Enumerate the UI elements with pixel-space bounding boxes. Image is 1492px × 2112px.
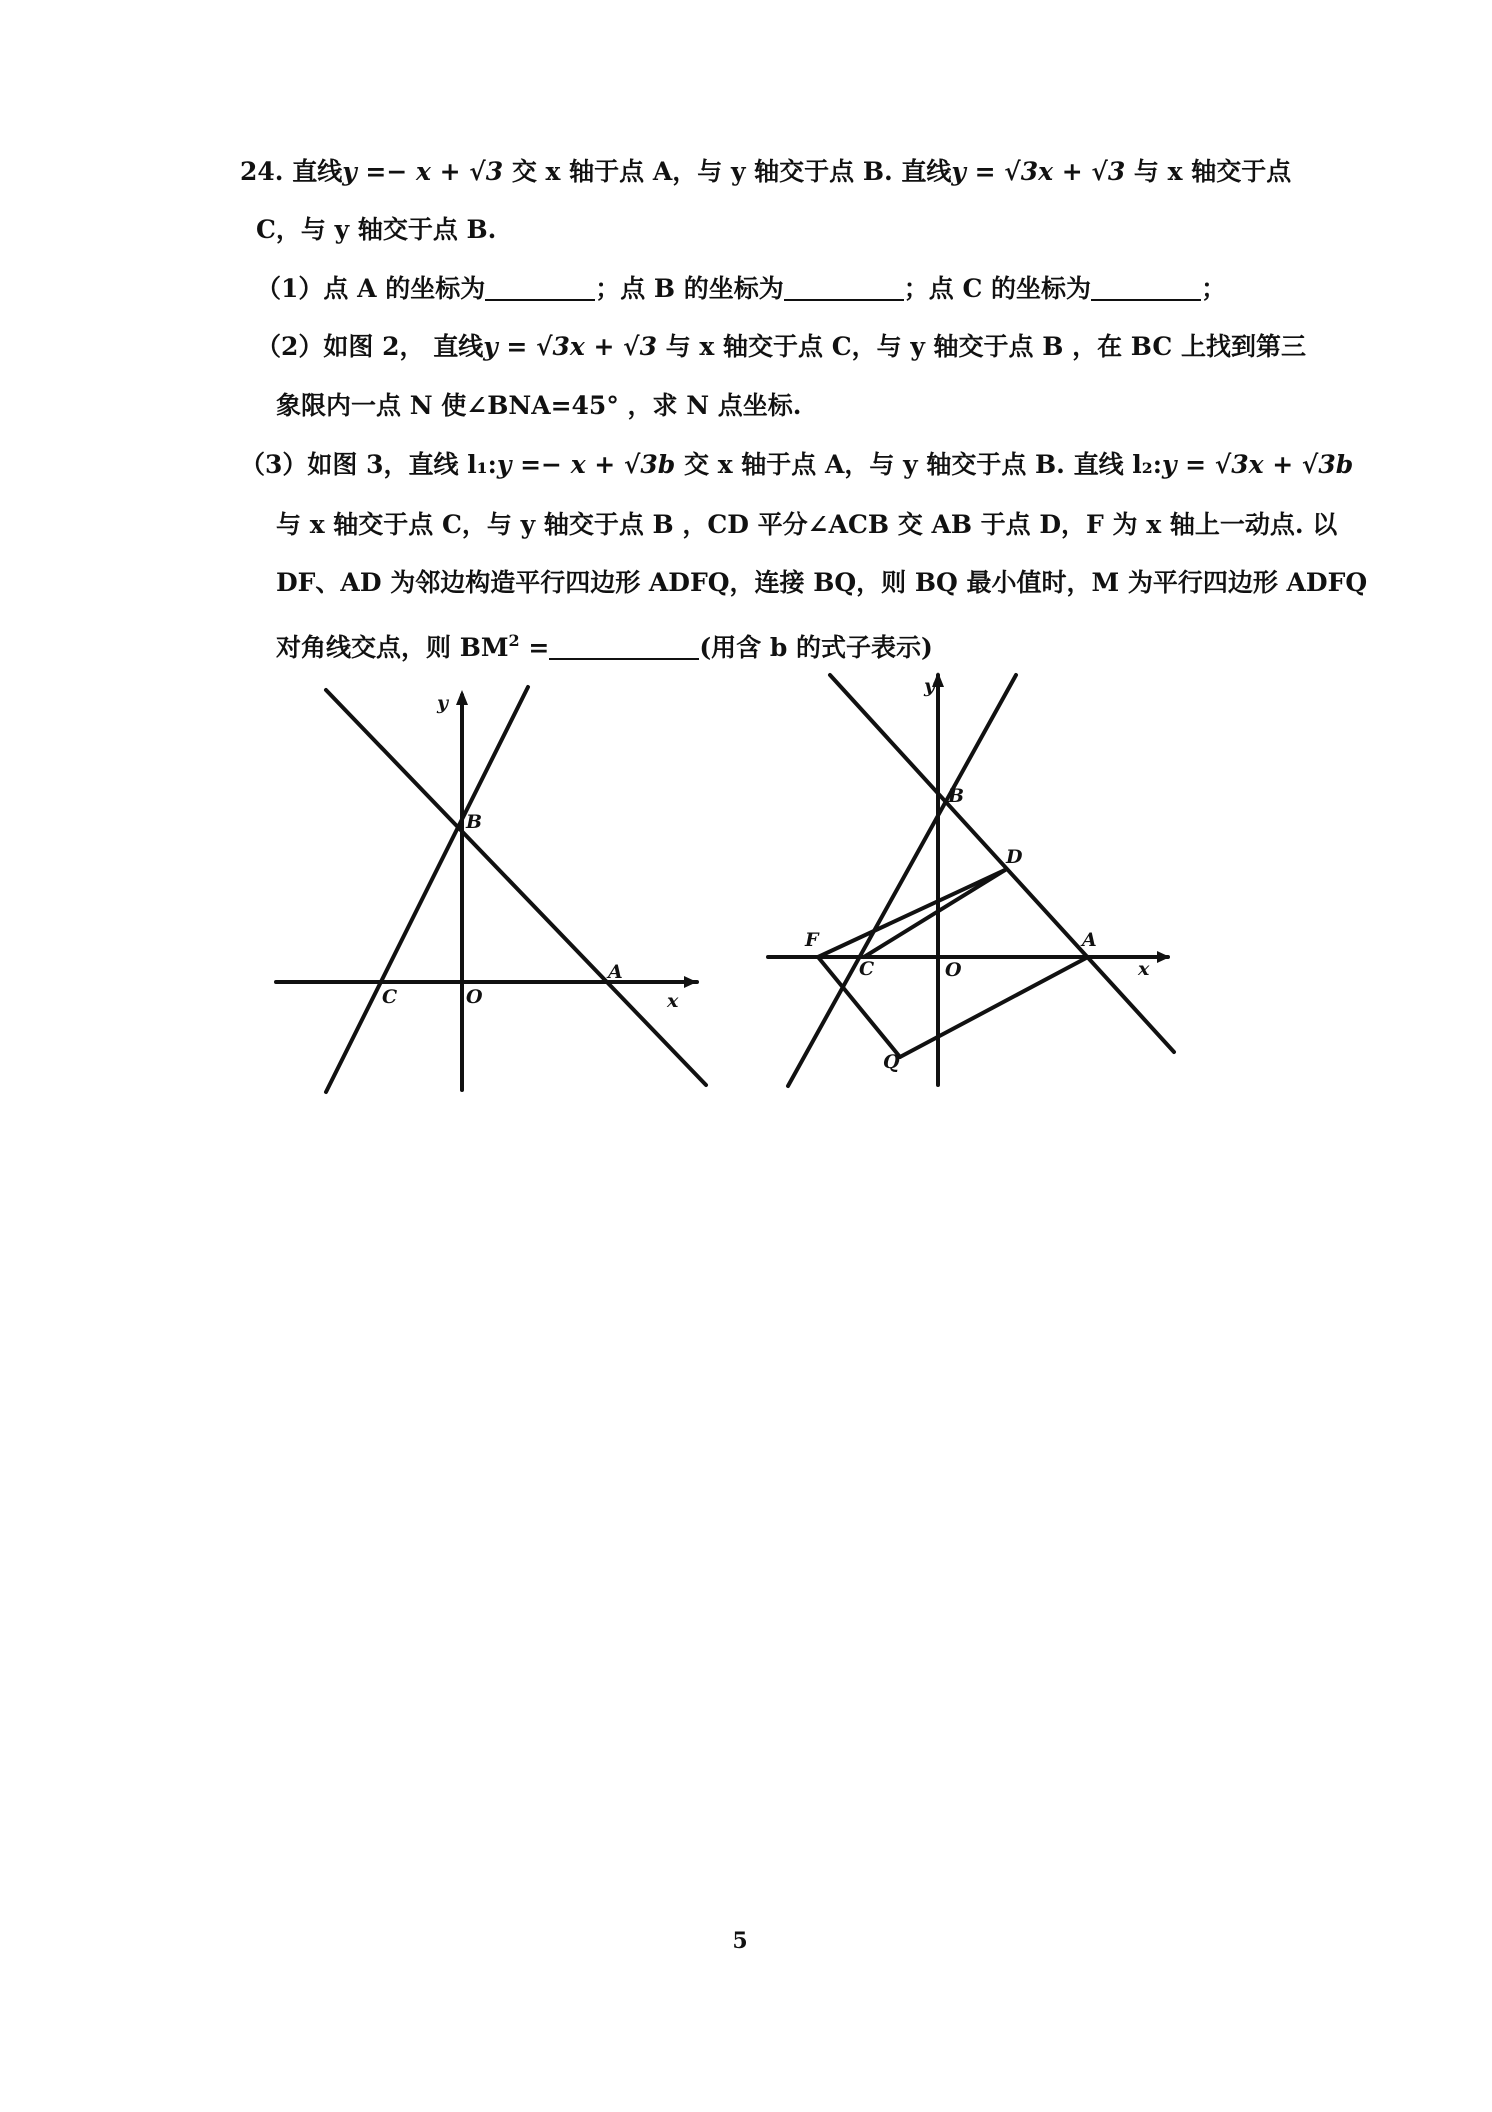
q3-text-eq: =	[519, 633, 550, 662]
equation-line-ab: y =− x + √3	[342, 157, 504, 186]
equation-line-bc: y = √3x + √3	[483, 332, 657, 361]
q1-text-b: ；点 B 的坐标为	[595, 274, 784, 303]
label-a: A	[608, 961, 623, 983]
line-bc	[326, 687, 528, 1092]
problem-text: 与 x 轴交于点	[1125, 157, 1292, 186]
x-axis-label: x	[667, 990, 679, 1012]
label-b: B	[948, 785, 965, 807]
label-origin: O	[466, 986, 483, 1008]
q3-superscript: 2	[508, 631, 520, 650]
page-number: 5	[732, 1928, 748, 1954]
line-ab	[326, 690, 706, 1085]
question-3-line-2: 与 x 轴交于点 C，与 y 轴交于点 B ，CD 平分∠ACB 交 AB 于点 D，F 为 x 轴上一动点. 以	[276, 510, 1338, 539]
q3-text-hint: (用含 b 的式子表示)	[699, 633, 933, 662]
label-d: D	[1006, 846, 1023, 868]
line-l1	[830, 675, 1174, 1052]
label-q: Q	[883, 1051, 900, 1073]
q1-text-c: ；点 C 的坐标为	[903, 274, 1092, 303]
x-axis-label: x	[1138, 958, 1150, 980]
q3-text-a: （3）如图 3，直线 l₁:	[240, 450, 497, 479]
label-origin: O	[945, 959, 962, 981]
problem-text: 交 x 轴于点 A，与 y 轴交于点 B. 直线	[503, 157, 952, 186]
segment-qa	[900, 957, 1088, 1057]
equation-l1: y =− x + √3b	[496, 450, 676, 479]
x-axis-arrow	[1157, 951, 1170, 963]
problem-line-2: C，与 y 轴交于点 B.	[256, 215, 497, 244]
label-c: C	[859, 958, 875, 980]
q3-text-bm: 对角线交点，则 BM	[276, 633, 509, 662]
x-axis-arrow	[684, 976, 697, 988]
q1-text-d: ；	[1201, 274, 1227, 303]
label-f: F	[805, 929, 819, 951]
label-b: B	[466, 811, 483, 833]
problem-text: 24. 直线	[240, 157, 343, 186]
figure-3	[768, 672, 1174, 1086]
question-3-line-3: DF、AD 为邻边构造平行四边形 ADFQ，连接 BQ，则 BQ 最小值时，M 为平行四边形 ADFQ	[276, 568, 1368, 597]
q2-text-a: （2）如图 2， 直线	[256, 332, 484, 361]
equation-line-bc: y = √3x + √3	[951, 157, 1126, 186]
equation-l2: y = √3x + √3b	[1161, 450, 1354, 479]
label-a: A	[1082, 929, 1097, 951]
segment-df	[818, 870, 1005, 957]
y-axis-label: y	[924, 675, 936, 697]
q1-text-a: （1）点 A 的坐标为	[256, 274, 486, 303]
label-c: C	[382, 986, 398, 1008]
y-axis-arrow	[456, 690, 468, 705]
figure-2	[276, 687, 706, 1092]
q3-text-b: 交 x 轴于点 A，与 y 轴交于点 B. 直线 l₂:	[675, 450, 1162, 479]
question-2-line-2: 象限内一点 N 使∠BNA=45° ，求 N 点坐标.	[276, 391, 802, 420]
q2-text-b: 与 x 轴交于点 C，与 y 轴交于点 B ，在 BC 上找到第三	[657, 332, 1306, 361]
y-axis-label: y	[437, 692, 449, 714]
